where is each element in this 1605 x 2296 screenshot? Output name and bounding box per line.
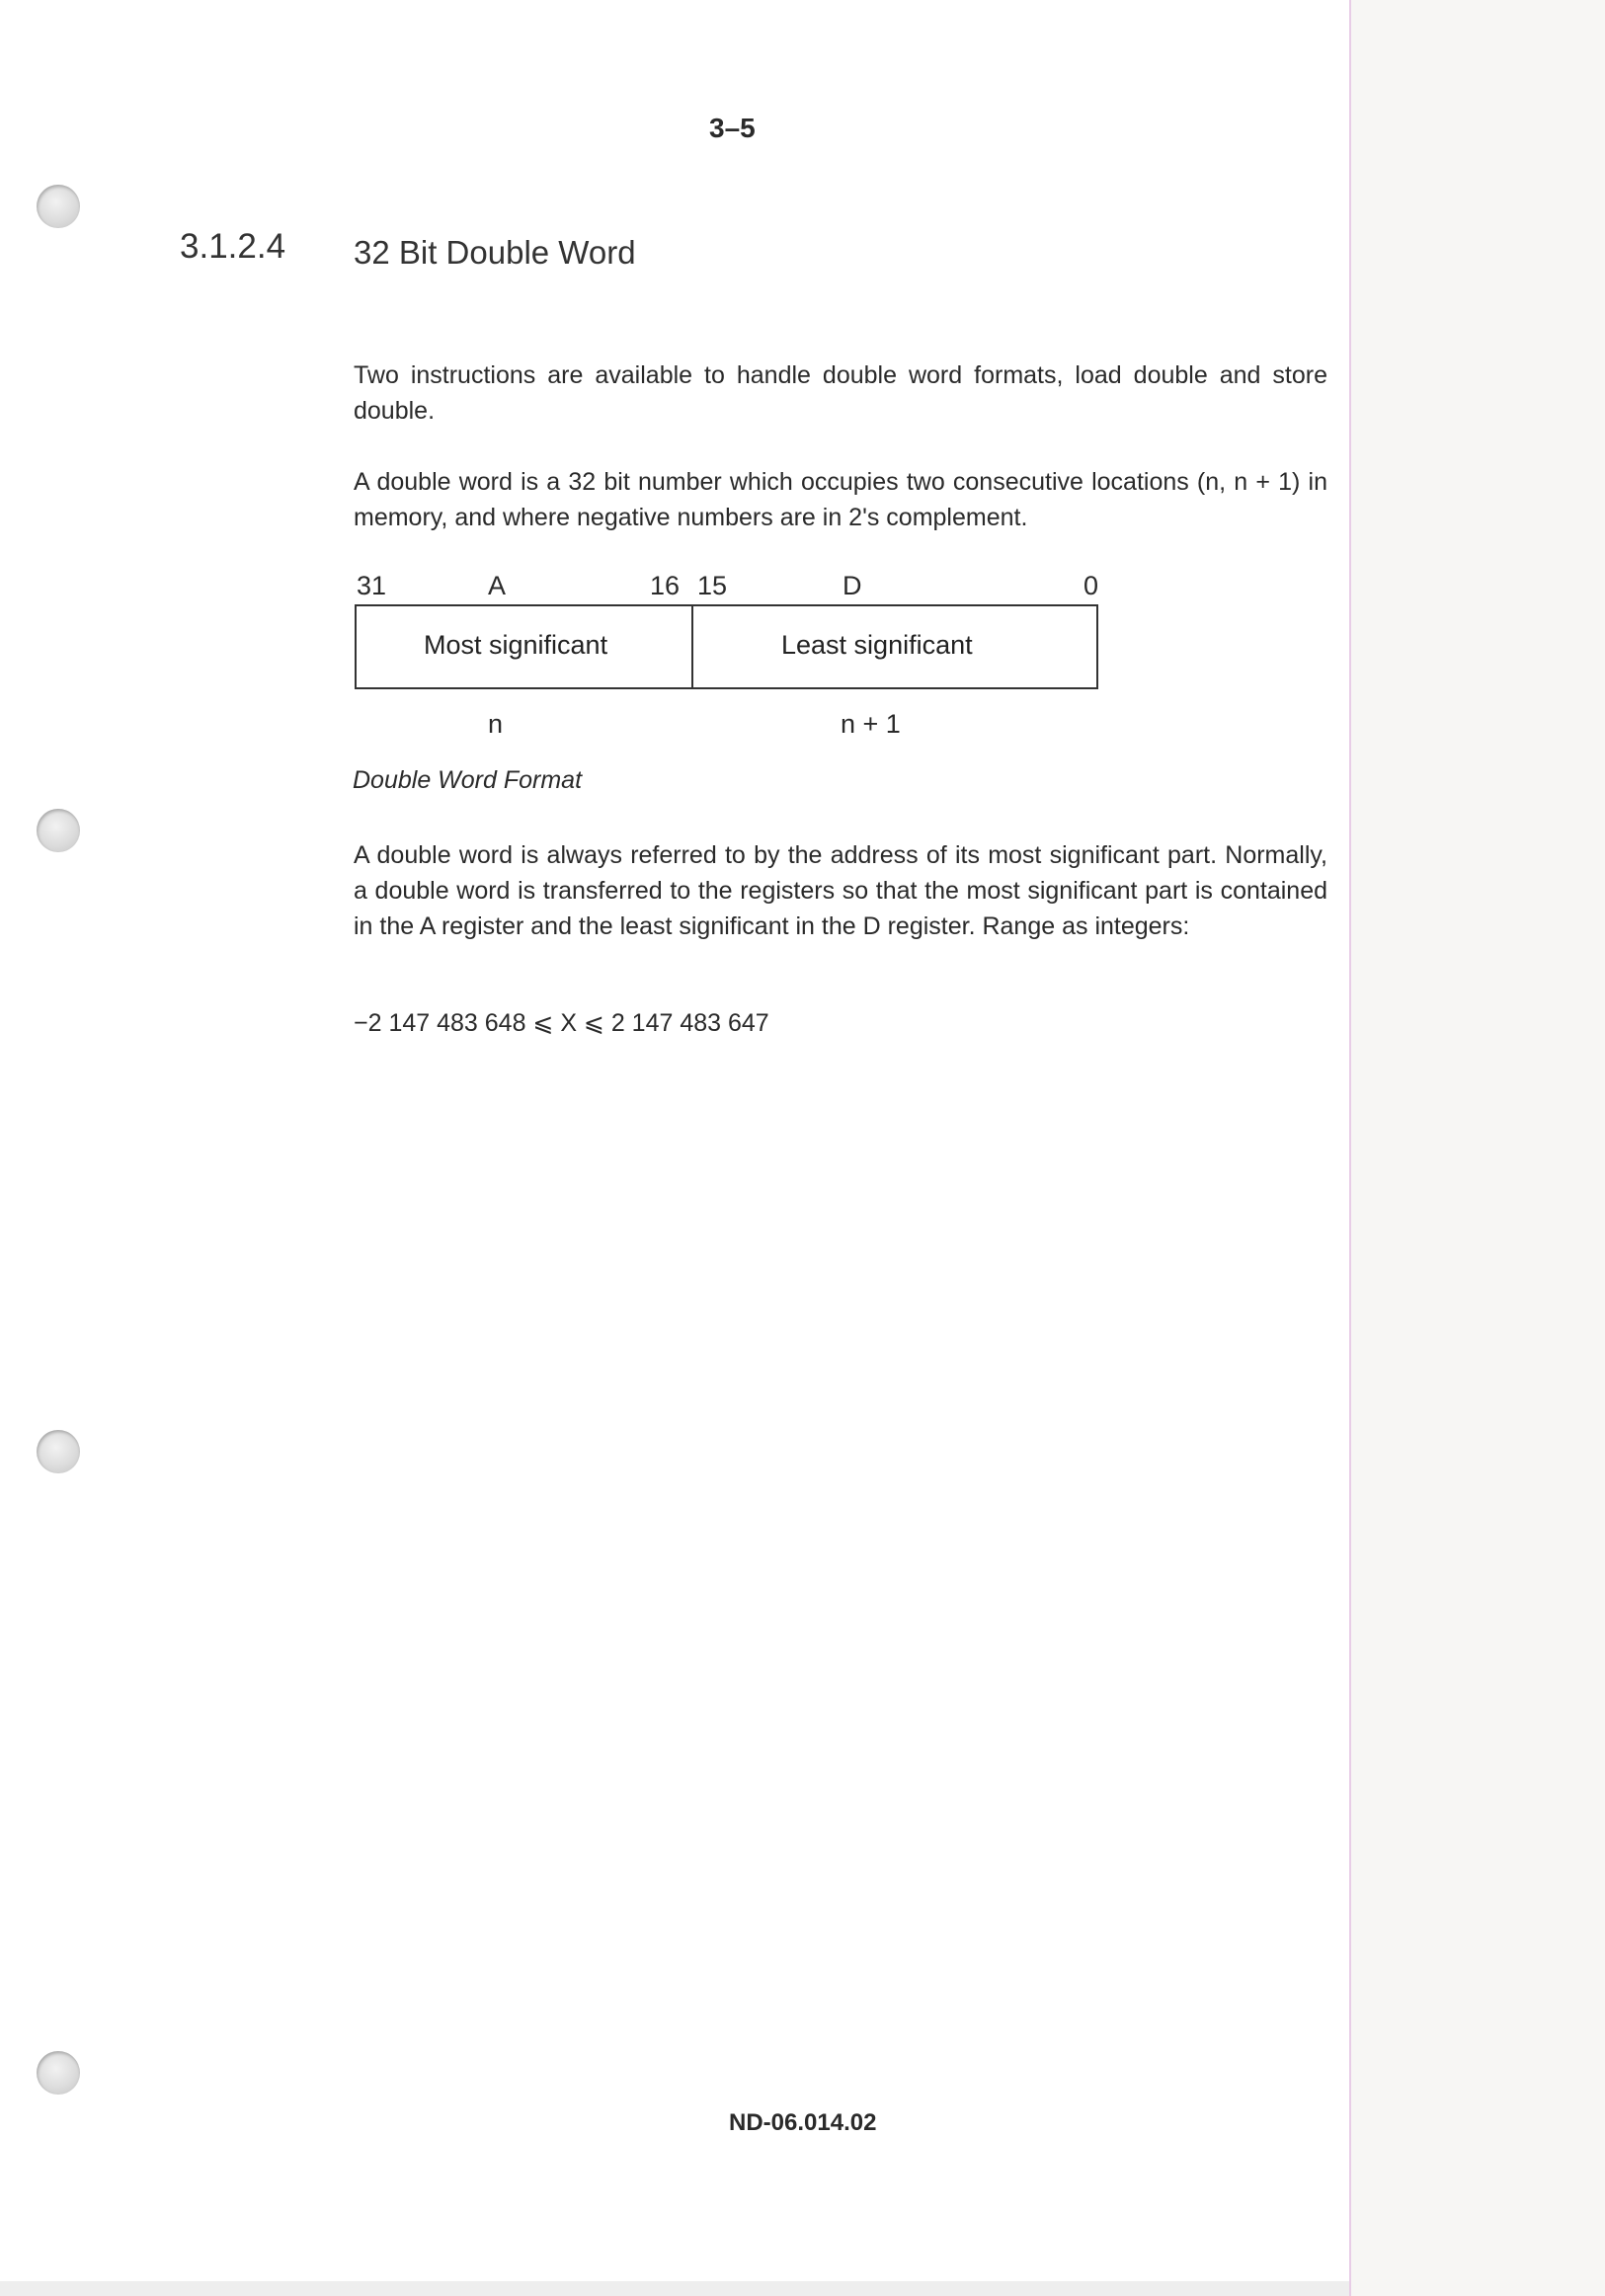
paragraph-instructions: Two instructions are available to handle double word formats, load double and store double.	[354, 361, 1327, 425]
page-bottom-edge	[0, 2281, 1349, 2296]
punch-hole-1	[37, 185, 80, 228]
page-edge-margin	[1349, 0, 1605, 2296]
punch-hole-4	[37, 2051, 80, 2095]
word-divider	[691, 606, 693, 687]
section-title: 32 Bit Double Word	[354, 234, 636, 271]
register-a-label: A	[488, 571, 507, 600]
punch-hole-3	[37, 1430, 80, 1473]
figure-caption: Double Word Format	[353, 766, 583, 794]
bit-16-label: 16	[650, 571, 681, 600]
word-box	[355, 604, 1098, 689]
bit-15-label: 15	[697, 571, 728, 600]
document-id: ND-06.014.02	[729, 2109, 877, 2136]
register-d-label: D	[843, 571, 862, 600]
section-number: 3.1.2.4	[180, 227, 286, 266]
most-significant-cell: Most significant	[424, 630, 608, 660]
bit-31-label: 31	[357, 571, 387, 600]
page-number: 3–5	[709, 113, 756, 143]
punch-hole-2	[37, 809, 80, 852]
least-significant-cell: Least significant	[781, 630, 973, 660]
paragraph-addressing: A double word is always referred to by the address of its most significant part. Normally, a double word is transferred to the registers so that the most significant part is contained in the A register and the least significant in the D register. Range as integers:	[354, 841, 1327, 940]
bit-0-label: 0	[1083, 571, 1099, 600]
address-n-label: n	[488, 709, 504, 739]
address-n-plus-1-label: n + 1	[841, 709, 901, 739]
integer-range: −2 147 483 648 ⩽ X ⩽ 2 147 483 647	[354, 1009, 769, 1037]
paragraph-definition: A double word is a 32 bit number which occupies two consecutive locations (n, n + 1) in memory, and where negative numbers are in 2's complement.	[354, 468, 1327, 531]
